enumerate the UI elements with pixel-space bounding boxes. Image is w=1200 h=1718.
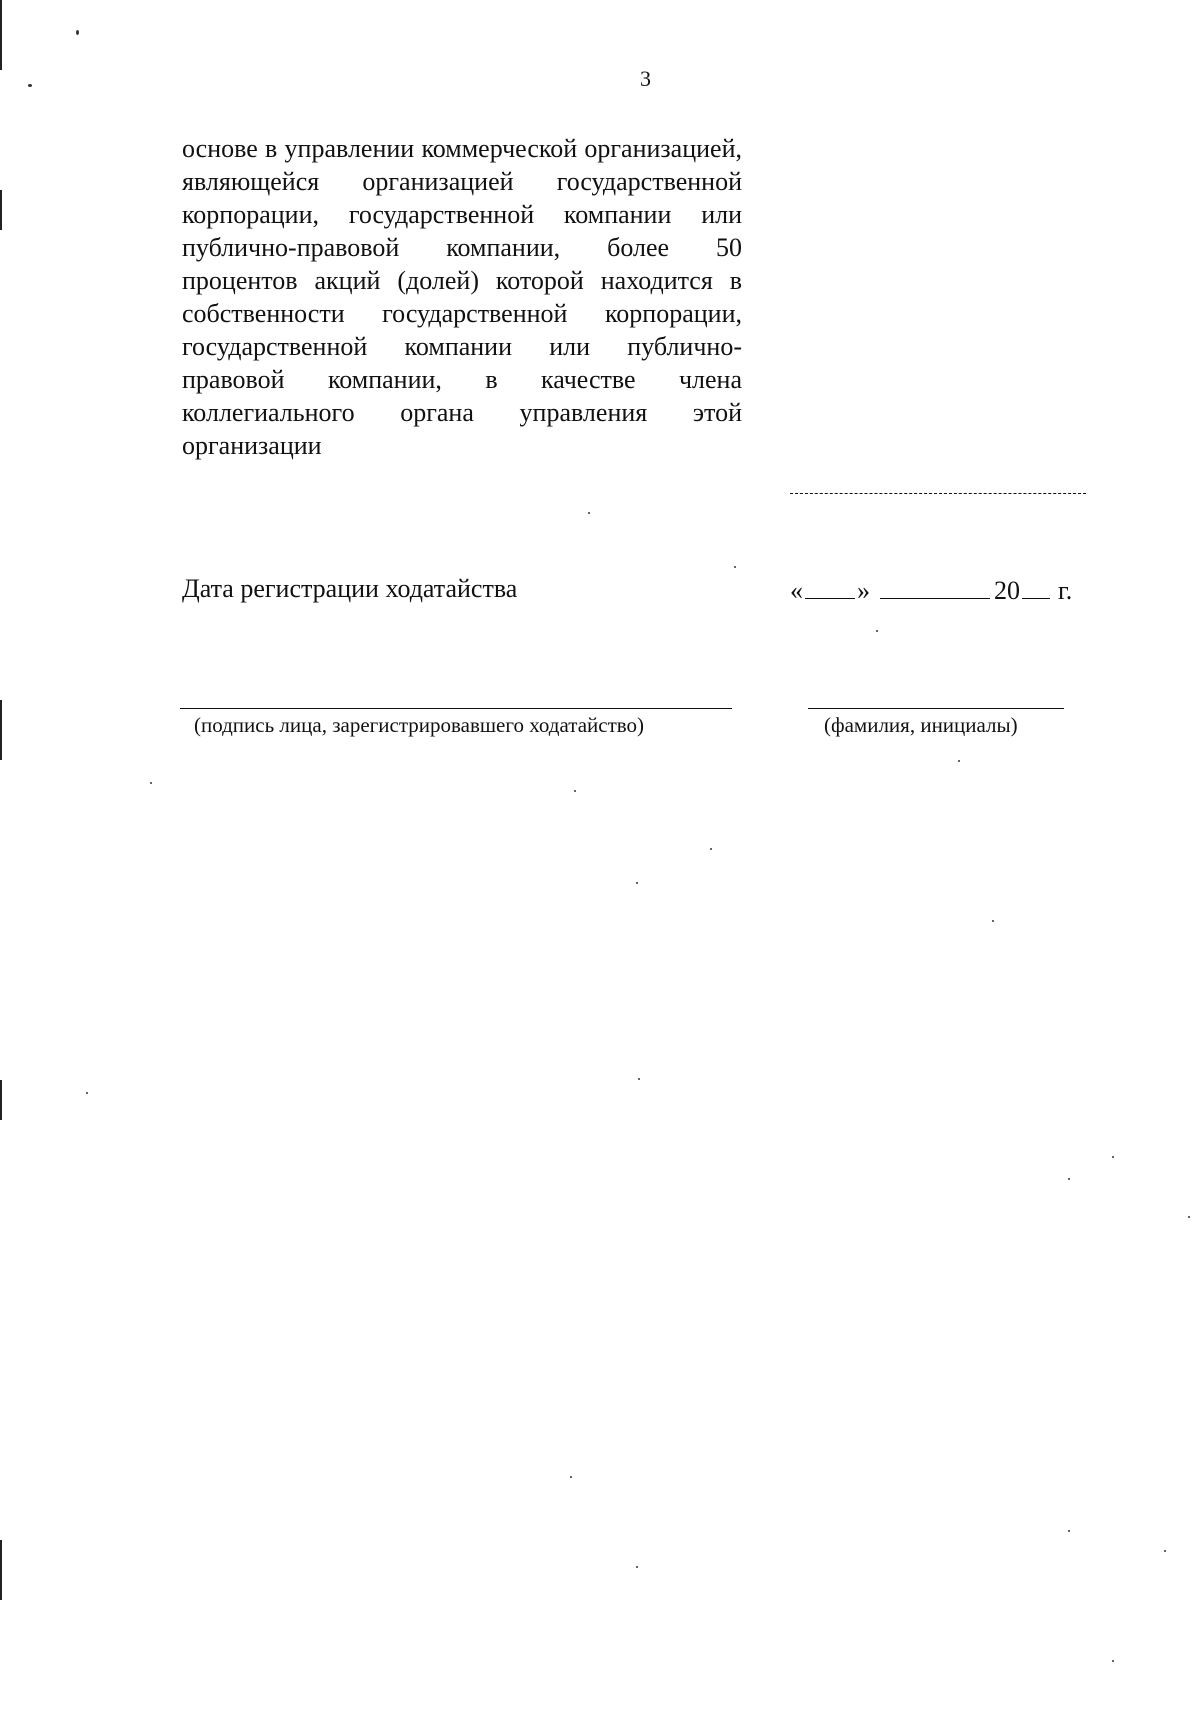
scan-speck <box>958 760 960 762</box>
signature-caption-left: (подпись лица, зарегистрировавшего ходатайство) <box>194 713 645 737</box>
scan-speck <box>992 920 994 922</box>
scan-speck <box>86 1092 88 1094</box>
scan-edge-artifact <box>0 0 2 70</box>
signature-line-left <box>180 708 732 709</box>
scan-speck <box>636 882 638 884</box>
signature-line-right <box>808 708 1064 709</box>
scan-speck <box>574 790 576 792</box>
open-quote: « <box>790 576 803 605</box>
page-number: 3 <box>640 66 651 91</box>
scan-speck <box>1188 1216 1190 1218</box>
month-blank <box>880 574 990 599</box>
signature-caption-right: (фамилия, инициалы) <box>824 713 1018 737</box>
scan-edge-artifact <box>0 1080 2 1120</box>
scan-edge-artifact <box>0 1540 2 1600</box>
signature-line-top-right <box>790 493 1086 494</box>
scan-edge-artifact <box>0 700 2 760</box>
scan-speck <box>710 848 712 850</box>
scan-speck <box>638 1078 640 1080</box>
year-prefix: 20 <box>994 576 1020 605</box>
scan-edge-artifact <box>0 190 2 230</box>
scan-speck <box>570 1476 572 1478</box>
scan-speck <box>1112 1156 1114 1158</box>
scan-speck <box>588 512 590 514</box>
scan-speck <box>28 84 32 87</box>
registration-date-field <box>790 574 1072 606</box>
close-quote: » <box>857 576 870 605</box>
scan-speck <box>1164 1550 1166 1552</box>
scan-speck <box>1068 1530 1070 1532</box>
year-suffix: г. <box>1058 576 1073 605</box>
year-blank <box>1022 574 1050 599</box>
registration-date-label: Дата регистрации ходатайства <box>182 574 518 603</box>
body-paragraph: основе в управлении коммерческой организацией, являющейся организацией государственной корпорации, государственной компании или публично-правовой компании, более 50 процентов акций (долей) которой находится в собственности государственной корпорации, государственной компании или публично-правовой компании, в качестве члена коллегиального органа управления этой организации <box>182 134 742 460</box>
day-blank <box>805 574 855 599</box>
scan-speck <box>1112 1660 1114 1662</box>
scan-speck <box>1068 1178 1070 1180</box>
scan-speck <box>150 782 152 784</box>
scan-speck <box>76 30 79 35</box>
scan-speck <box>636 1566 638 1568</box>
scan-speck <box>876 630 878 632</box>
scan-speck <box>734 566 736 568</box>
